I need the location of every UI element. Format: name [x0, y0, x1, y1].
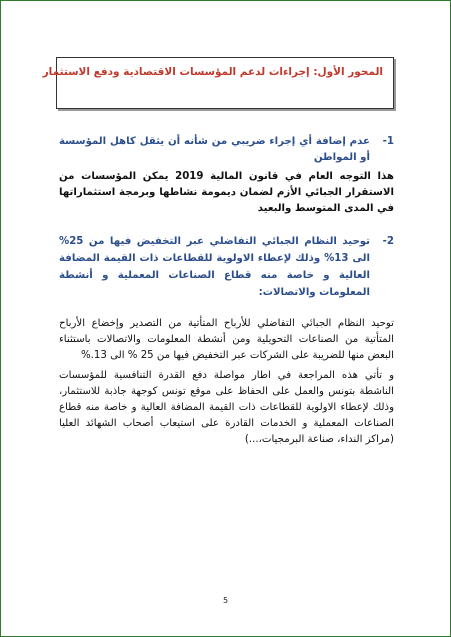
- item-2-heading: [59, 233, 394, 301]
- section-title: المحور الأول: إجراءات لدعم المؤسسات الاقتصادية ودفع الاستثمار: [42, 66, 383, 78]
- item-2-block: [59, 233, 394, 301]
- item-2-body: [59, 316, 394, 448]
- item-1-title: عدم إضافة أي إجراء ضريبي من شأنه أن يثقل كاهل المؤسسة أو المواطن: [59, 136, 370, 163]
- item-1-number: -1: [382, 136, 394, 147]
- item-2-title: توحيد النظام الجبائي التفاضلي عبر التخفيض فيها من 25% الى 13% وذلك لإعطاء الاولوية للقطاعات ذات القيمة المضافة العالية و خاصة منه قطاع الصناعات المعملية و أنشطة المعلومات والاتصالات:: [59, 236, 370, 298]
- section-header-box: [42, 57, 394, 109]
- item-2-number: -2: [382, 236, 394, 247]
- page-number: 5: [222, 596, 229, 605]
- item-1-block: [59, 134, 394, 217]
- item-2-paragraph-2: و تأتي هذه المراجعة في اطار مواصلة دفع القدرة التنافسية للمؤسسات الناشطة بتونس والعمل على الحفاظ على موقع تونس كوجهة جاذبة للاستثمار، وذلك لإعطاء الاولوية للقطاعات ذات القيمة المضافة العالية و خاصة منه قطاع الصناعات المعملية و الخدمات القادرة على استيعاب أصحاب الشهائد العليا (مراكز النداء، صناعة البرمجيات،...): [59, 370, 394, 445]
- item-1-heading: [59, 134, 394, 166]
- item-1-paragraph: هذا التوجه العام في قانون المالية 2019 يمكن المؤسسات من الاستقرار الجبائي الأزم لضمان ديمومة نشاطها وبرمجة استثماراتها في المدى المتوسط والبعيد: [59, 171, 394, 214]
- item-2-paragraph-1: توحيد النظام الجبائي التفاضلي للأرباح المتأتية من التصدير وإخضاع الأرباح المتأتية من الصناعات التحويلية ومن أنشطة المعلومات والاتصالات باستثناء البعض منها للضريبة على الشركات عبر التخفيض فيها من 25 % الى 13.%: [59, 318, 394, 361]
